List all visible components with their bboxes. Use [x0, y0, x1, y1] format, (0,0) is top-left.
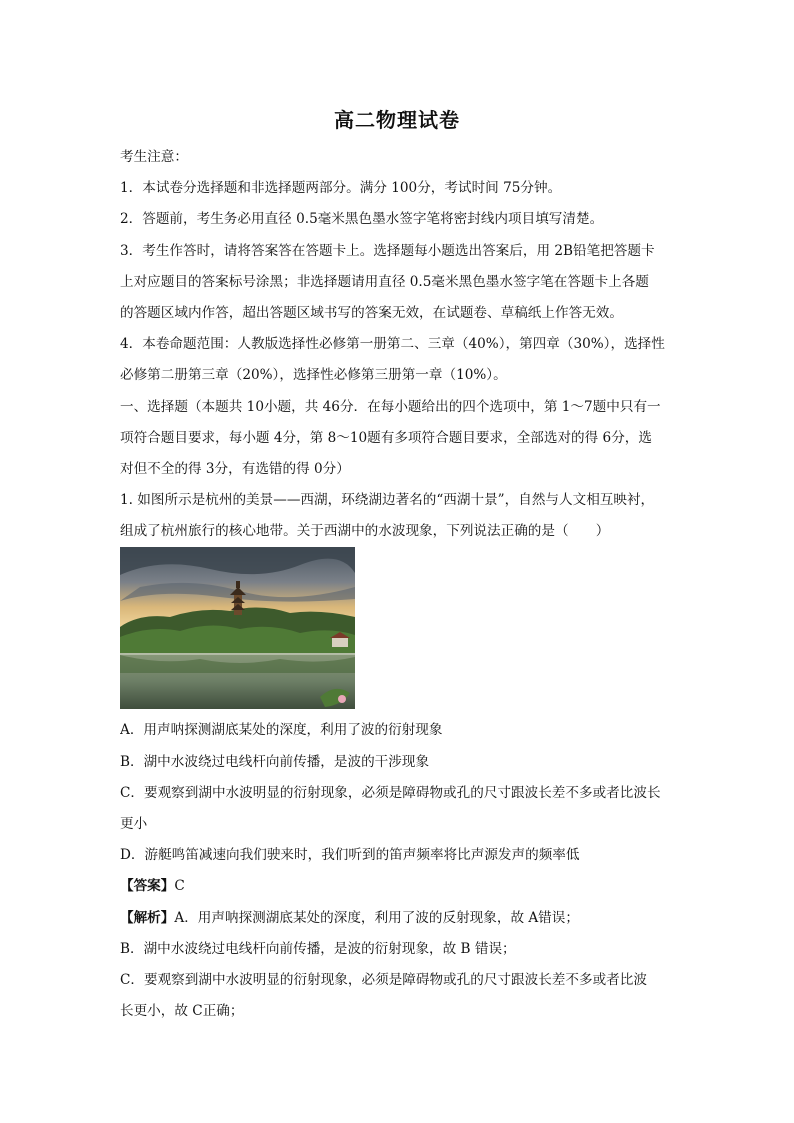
west-lake-photo-icon [120, 547, 355, 709]
notice-heading: 考生注意： [120, 149, 188, 165]
notice-3-line-2: 上对应题目的答案标号涂黑；非选择题请用直径 0.5毫米黑色墨水签字笔在答题卡上各题 [120, 273, 649, 290]
option-a: A．用声呐探测湖底某处的深度，利用了波的衍射现象 [120, 722, 443, 739]
section-heading-line-2: 项符合题目要求，每小题 4分，第 8～10题有多项符合题目要求，全部选对的得 6分，选 [120, 429, 652, 446]
analysis-line-1 [120, 903, 676, 934]
notice-1: 1．本试卷分选择题和非选择题两部分。满分 100分，考试时间 75分钟。 [120, 180, 562, 197]
analysis-line-2: B．湖中水波绕过电线杆向前传播，是波的衍射现象，故 B 错误； [120, 940, 516, 957]
page-title: 高二物理试卷 [334, 108, 460, 132]
option-b: B．湖中水波绕过电线杆向前传播，是波的干涉现象 [120, 753, 430, 770]
question-1-line-2: 组成了杭州旅行的核心地带。关于西湖中的水波现象，下列说法正确的是（ ） [120, 523, 610, 540]
analysis-line-3: C．要观察到湖中水波明显的衍射现象，必须是障碍物或孔的尺寸跟波长差不多或者比波 [120, 971, 647, 988]
option-c-line-2: 更小 [120, 816, 148, 832]
exam-content [120, 142, 676, 1027]
notice-4-line-2: 必修第二册第三章（20%），选择性必修第三册第一章（10%）。 [120, 367, 507, 384]
notice-3-line-1: 3．考生作答时，请将答案答在答题卡上。选择题每小题选出答案后，用 2B铅笔把答题卡 [120, 242, 655, 259]
answer-value: C [174, 878, 185, 895]
notice-2: 2．答题前，考生务必用直径 0.5毫米黑色墨水签字笔将密封线内项目填写清楚。 [120, 211, 604, 228]
question-1-line-1: 1. 如图所示是杭州的美景——西湖，环绕湖边著名的“西湖十景”，自然与人文相互映衬， [120, 492, 655, 509]
answer-line [120, 871, 676, 902]
analysis-text-1: A．用声呐探测湖底某处的深度，利用了波的反射现象，故 A错误； [174, 909, 579, 926]
option-d: D．游艇鸣笛减速向我们驶来时，我们听到的笛声频率将比声源发声的频率低 [120, 847, 580, 864]
section-heading-line-1: 一、选择题（本题共 10小题，共 46分．在每小题给出的四个选项中，第 1～7题中只有一 [120, 398, 661, 415]
section-heading-line-3: 对但不全的得 3分，有选错的得 0分） [120, 460, 350, 477]
west-lake-photo [120, 547, 355, 709]
analysis-tag: 【解析】 [120, 909, 175, 926]
notice-3-line-3: 的答题区域内作答，超出答题区域书写的答案无效，在试题卷、草稿纸上作答无效。 [120, 304, 623, 321]
answer-tag: 【答案】 [120, 878, 175, 895]
notice-4-line-1: 4．本卷命题范围：人教版选择性必修第一册第二、三章（40%），第四章（30%），选择性 [120, 336, 665, 353]
option-c-line-1: C．要观察到湖中水波明显的衍射现象，必须是障碍物或孔的尺寸跟波长差不多或者比波长 [120, 784, 661, 801]
analysis-line-4: 长更小，故 C正确； [120, 1003, 244, 1020]
